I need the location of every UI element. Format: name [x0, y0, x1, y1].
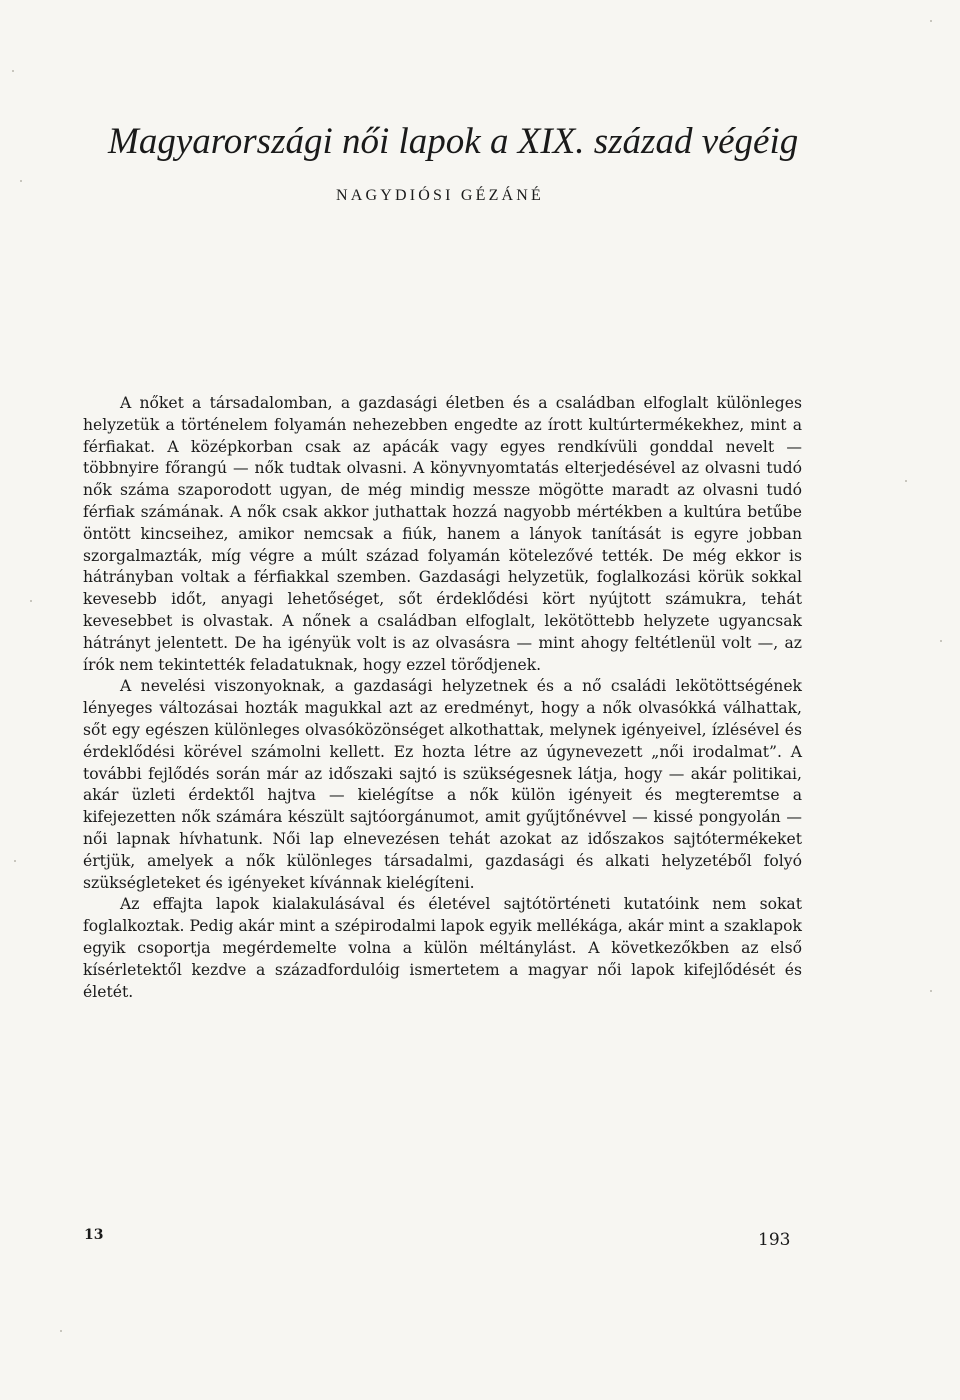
scan-speck: [905, 480, 907, 482]
page-number: 193: [758, 1230, 791, 1250]
paragraph-1: A nőket a társadalomban, a gazdasági életben és a családban elfoglalt különleges helyzetük a történelem folyamán nehezebben engedte az írott kultúrtermékekhez, mint a férfiakat. A középkorban csak az apácák vagy egyes rendkívüli gonddal nevelt — többnyire főrangú — nők tudtak olvasni. A könyvnyomtatás elterjedésével az olvasni tudó nők száma szaporodott ugyan, de még mindig messze mögötte maradt az olvasni tudó férfiak számának. A nők csak akkor juthattak hozzá nagyobb mértékben a kultúra betűbe öntött kincseihez, amikor nemcsak a fiúk, hanem a lányok tanítását is egyre jobban szorgalmazták, míg végre a múlt század folyamán kötelezővé tették. De még ekkor is hátrányban voltak a férfiakkal szemben. Gazdasági helyzetük, foglalkozási körük sokkal kevesebb időt, anyagi lehetőséget, sőt érdeklődési kört nyújtott számukra, tehát kevesebbet is olvastak. A nőnek a családban elfoglalt, lekötöttebb helyzete ugyancsak hátrányt jelentett. De ha igényük volt is az olvasásra — mint ahogy feltétlenül volt —, az írók nem tekintették feladatuknak, hogy ezzel törődjenek.: [83, 394, 802, 674]
scan-speck: [30, 600, 32, 602]
scan-speck: [930, 20, 932, 22]
scan-speck: [12, 70, 14, 72]
scan-speck: [14, 860, 16, 862]
scan-speck: [940, 640, 942, 642]
paragraph-3: Az effajta lapok kialakulásával és életével sajtótörténeti kutatóink nem sokat foglalkoztak. Pedig akár mint a szépirodalmi lapok egyik mellékága, akár mint a szaklapok egyik csoportja megérdemelte volna a külön méltánylást. A következőkben az első kísérletektől kezdve a századfordulóig ismertetem a magyar női lapok kifejlődését és életét.: [83, 895, 802, 1001]
scan-speck: [930, 990, 932, 992]
scan-speck: [20, 180, 22, 182]
article-title: Magyarországi női lapok a XIX. század végéig: [108, 121, 799, 162]
article-body: [83, 393, 802, 1003]
author-name: NAGYDIÓSI GÉZÁNÉ: [335, 187, 545, 204]
signature-mark: 13: [84, 1227, 104, 1243]
paragraph-2: A nevelési viszonyoknak, a gazdasági helyzetnek és a nő családi lekötöttségének lényeges változásai hozták magukkal azt az eredményt, hogy a nők olvasókká válhattak, sőt egy egészen különleges olvasóközönséget alkothattak, melynek igényeivel, ízlésével és érdeklődési körével számolni kellett. Ez hozta létre az úgynevezett „női irodalmat”. A további fejlődés során már az időszaki sajtó is szükségesnek látja, hogy — akár politikai, akár üzleti érdektől hajtva — kielégítse a nők külön igényeit és megteremtse a kifejezetten nők számára készült sajtóorgánumot, amit gyűjtőnévvel — kissé pongyolán — női lapnak hívhatunk. Női lap elnevezésen tehát azokat az időszakos sajtótermékeket értjük, amelyek a nők különleges társadalmi, gazdasági és alkati helyzetéből folyó szükségleteket és igényeket kívánnak kielégíteni.: [83, 677, 802, 892]
scan-speck: [60, 1330, 62, 1332]
